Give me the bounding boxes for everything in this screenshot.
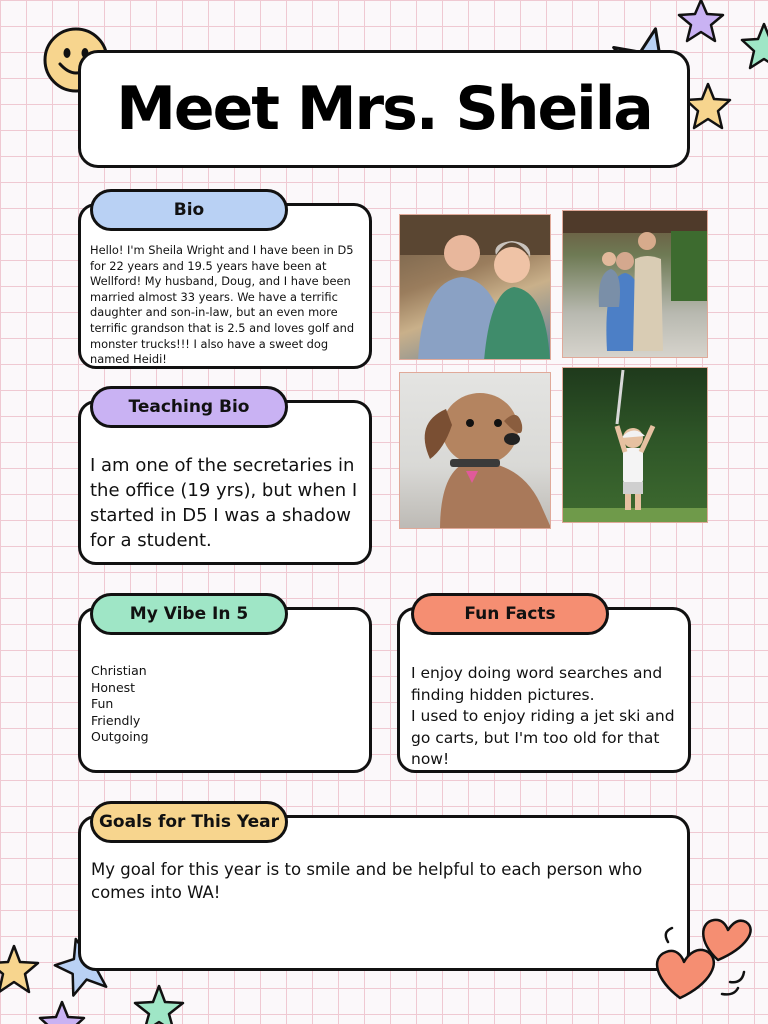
dog-photo (399, 372, 551, 529)
child-golf-photo (562, 367, 708, 523)
family-photo (562, 210, 708, 358)
goals-label: Goals for This Year (90, 801, 288, 843)
couple-photo (399, 214, 551, 360)
vibe-item: Fun (91, 696, 114, 712)
vibe-item: Christian (91, 663, 147, 678)
goals-text: My goal for this year is to smile and be helpful to each person who comes into WA! (91, 860, 643, 902)
star-icon (36, 1000, 88, 1024)
fun-fact-line: I enjoy doing word searches and finding hidden pictures. (411, 664, 663, 704)
hearts-icon (648, 912, 754, 1004)
vibe-item: Outgoing (91, 729, 149, 745)
fun-fact-line: I used to enjoy riding a jet ski and go carts, but I'm too old for that now! (411, 707, 675, 768)
bio-label: Bio (90, 189, 288, 231)
page-title: Meet Mrs. Sheila (116, 74, 652, 144)
star-icon (130, 984, 188, 1024)
vibe-list (91, 663, 149, 746)
star-icon (738, 22, 768, 78)
star-icon (676, 0, 726, 44)
vibe-label: My Vibe In 5 (90, 593, 288, 635)
teaching-bio-label: Teaching Bio (90, 386, 288, 428)
vibe-item: Friendly (91, 712, 141, 728)
fun-facts-label: Fun Facts (411, 593, 609, 635)
title-banner (78, 50, 690, 168)
vibe-item: Honest (91, 679, 136, 695)
bio-text: Hello! I'm Sheila Wright and I have been in D5 for 22 years and 19.5 years have been at Wellford! My husband, Doug, and I have been married almost 33 years. We have a terrific daughter and son-in-law, but an even more terrific grandson that is 2.5 and loves golf and monster trucks!!! I also have a sweet dog named Heidi! (90, 243, 355, 367)
star-icon (0, 942, 40, 996)
teaching-bio-text: I am one of the secretaries in the office (19 yrs), but when I started in D5 I was a shadow for a student. (90, 455, 358, 551)
fun-facts-text (411, 663, 687, 771)
